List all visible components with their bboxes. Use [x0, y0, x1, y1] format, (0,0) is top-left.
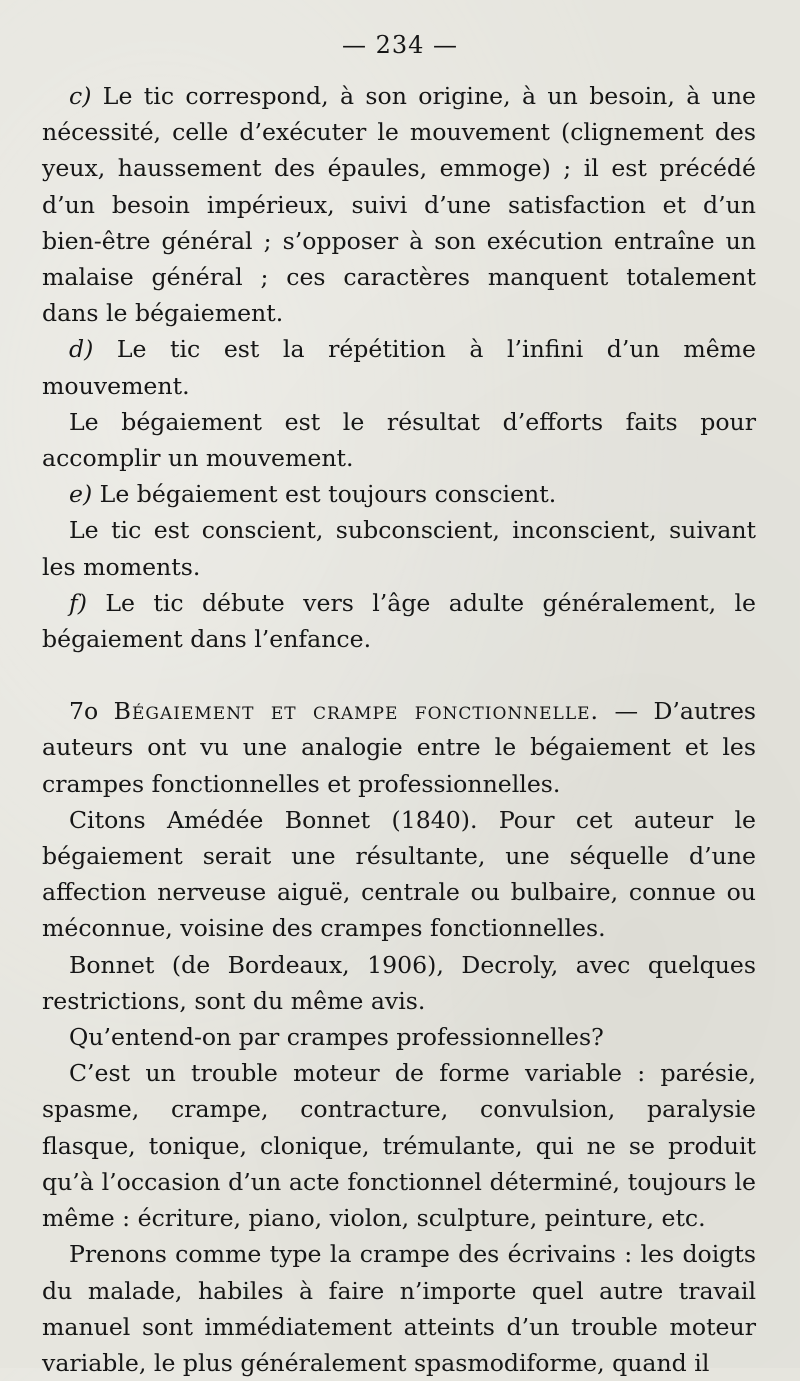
- paragraph: [42, 512, 756, 584]
- paragraph-d: [42, 331, 756, 403]
- paragraph-text: Le tic correspond, à son origine, à un besoin, à une nécessité, celle d’exécuter le mouvement (clignement des yeux, haussement des épaules, emmoge) ; il est précédé d’un besoin impérieux, suivi d’une satisfaction et d’un bien-être général ; s’opposer à son exécution entraîne un malaise général ; ces caractères manquent totalement dans le bégaiement.: [42, 82, 756, 328]
- paragraph: Qu’entend-on par crampes professionnelles?: [69, 1023, 604, 1052]
- paragraph-c: [42, 78, 756, 331]
- item-label: f): [69, 588, 87, 617]
- section-paragraph: [42, 693, 756, 802]
- paragraph: Prenons comme type la crampe des écrivains : les doigts du malade, habiles à faire n’importe quel autre travail manuel sont immédiatement atteints d’un trouble moteur variable, le plus généralement spasmodiforme, quand il: [42, 1240, 756, 1377]
- section-number: 7o: [69, 697, 99, 726]
- paragraph-text: Le bégaiement est toujours conscient.: [92, 480, 557, 509]
- paragraph: C’est un trouble moteur de forme variable : parésie, spasme, crampe, contracture, convulsion, paralysie flasque, tonique, clonique, trémulante, qui ne se produit qu’à l’occasion d’un acte fonctionnel déterminé, toujours le même : écriture, piano, violon, sculpture, peinture, etc.: [42, 1059, 756, 1233]
- section-dash: —: [599, 697, 654, 726]
- paragraph: Bonnet (de Bordeaux, 1906), Decroly, avec quelques restrictions, sont du même avis.: [42, 950, 756, 1015]
- paragraph-f: [42, 585, 756, 657]
- item-label: d): [69, 335, 94, 364]
- paragraph-text: Le tic est la répétition à l’infini d’un même mouvement.: [42, 335, 756, 400]
- paragraph-text: Le tic est conscient, subconscient, inconscient, suivant les moments.: [42, 516, 756, 581]
- page-body: [42, 78, 756, 1381]
- item-label: e): [69, 480, 93, 509]
- paragraph-text: Le tic débute vers l’âge adulte généralement, le bégaiement dans l’enfance.: [42, 588, 756, 654]
- paragraph-text: Le bégaiement est le résultat d’efforts faits pour accomplir un mouvement.: [42, 407, 756, 473]
- paragraph: Citons Amédée Bonnet (1840). Pour cet auteur le bégaiement serait une résultante, une séquelle d’une affection nerveuse aiguë, centrale ou bulbaire, connue ou méconnue, voisine des crampes fonctionnelles.: [42, 805, 756, 943]
- paragraph: [42, 404, 756, 476]
- section-text: D’autres auteurs ont vu une analogie entre le bégaiement et les crampes fonctionnelles et professionnelles.: [42, 697, 757, 798]
- page-number: — 234 —: [341, 31, 459, 59]
- section-heading: Bégaiement et crampe fonctionnelle.: [113, 697, 600, 726]
- item-label: c): [69, 82, 92, 110]
- section-spacer: [42, 657, 756, 693]
- paragraph-e: [42, 476, 756, 512]
